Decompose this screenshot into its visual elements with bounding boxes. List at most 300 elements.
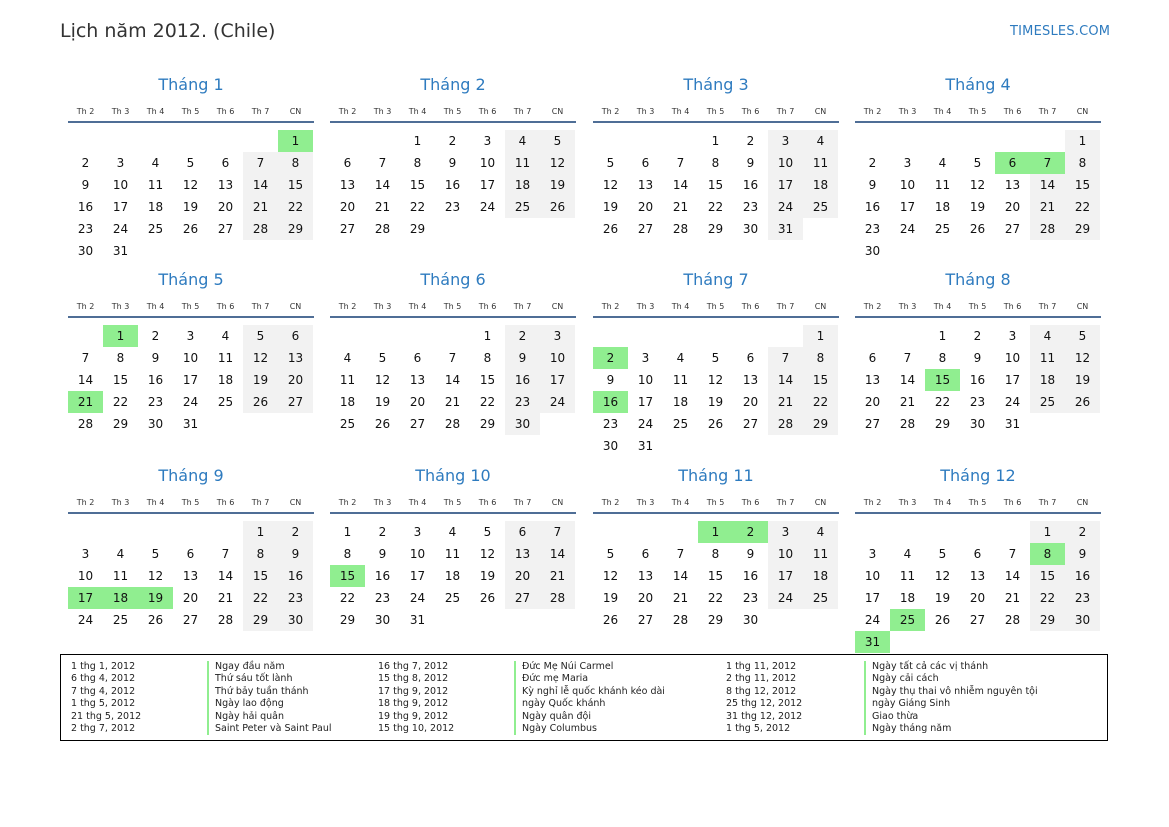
day-cell: 12: [243, 347, 278, 369]
holiday-legend: [60, 654, 1108, 741]
day-cell: 7: [903, 351, 912, 365]
day-cell: 5: [540, 130, 575, 152]
day-cell: 3: [641, 351, 650, 365]
day-cell: 10: [1004, 351, 1021, 365]
day-cell: 29: [707, 613, 724, 627]
day-cell: 12: [374, 373, 391, 387]
month-name: Tháng 4: [945, 75, 1011, 94]
day-cell: 15: [803, 369, 838, 391]
day-cell: 18: [505, 174, 540, 196]
month-header-rule: [330, 316, 576, 318]
day-cell: 7: [81, 351, 90, 365]
holiday-date: 25 thg 12, 2012: [726, 698, 803, 710]
month-name: Tháng 2: [420, 75, 486, 94]
holiday-date: 2 thg 7, 2012: [71, 722, 136, 734]
day-cell: 27: [339, 222, 356, 236]
month-header-rule: [593, 121, 839, 123]
day-cell: 9: [868, 178, 877, 192]
month-name: Tháng 1: [158, 75, 224, 94]
day-cell: 11: [444, 547, 461, 561]
holiday-date: 2 thg 11, 2012: [726, 673, 797, 685]
day-cell: 4: [938, 156, 947, 170]
day-cell: 17: [864, 591, 881, 605]
day-cell: 22: [803, 391, 838, 413]
weekday-label: Th 5: [968, 302, 987, 311]
month-5: [68, 270, 314, 460]
holiday-row: [71, 723, 391, 735]
holiday-day-cell: 15: [330, 565, 365, 587]
day-cell: 26: [934, 613, 951, 627]
day-cell: 7: [540, 521, 575, 543]
day-cell: 17: [768, 174, 803, 196]
day-cell: 5: [938, 547, 947, 561]
month-header-rule: [68, 121, 314, 123]
day-cell: 17: [409, 569, 426, 583]
day-cell: 23: [602, 417, 619, 431]
day-cell: 7: [768, 347, 803, 369]
day-cell: 27: [1004, 222, 1021, 236]
day-cell: 22: [1065, 196, 1100, 218]
day-cell: 28: [243, 218, 278, 240]
day-cell: 20: [217, 200, 234, 214]
day-cell: 14: [1030, 174, 1065, 196]
day-cell: 18: [803, 174, 838, 196]
day-cell: 10: [77, 569, 94, 583]
day-cell: 25: [803, 196, 838, 218]
day-cell: 27: [864, 417, 881, 431]
day-cell: 25: [444, 591, 461, 605]
day-cell: 26: [602, 613, 619, 627]
day-cell: 13: [278, 347, 313, 369]
day-cell: 27: [637, 613, 654, 627]
holiday-name: Ngày thụ thai vô nhiễm nguyên tội: [864, 686, 1038, 698]
day-cell: 15: [1065, 174, 1100, 196]
day-cell: 22: [112, 395, 129, 409]
weekday-label: Th 6: [1003, 498, 1022, 507]
day-cell: 18: [899, 591, 916, 605]
weekday-label: Th 3: [898, 302, 917, 311]
weekday-label: Th 3: [373, 498, 392, 507]
month-3: [593, 75, 839, 265]
day-cell: 2: [973, 329, 982, 343]
holiday-date: 18 thg 9, 2012: [378, 698, 449, 710]
weekday-label: Th 7: [513, 107, 532, 116]
holiday-name: Ngày tháng năm: [864, 723, 951, 735]
holiday-row: [378, 661, 698, 673]
holiday-name: Ngày quân đội: [514, 711, 591, 723]
day-cell: 18: [672, 395, 689, 409]
weekday-label: Th 4: [671, 498, 690, 507]
weekday-label: Th 6: [216, 302, 235, 311]
day-cell: 9: [973, 351, 982, 365]
day-cell: 5: [1065, 325, 1100, 347]
day-cell: 1: [413, 134, 422, 148]
weekday-label: Th 4: [146, 107, 165, 116]
weekday-label: CN: [289, 498, 302, 507]
holiday-date: 19 thg 9, 2012: [378, 710, 449, 722]
day-cell: 4: [448, 525, 457, 539]
day-cell: 21: [899, 395, 916, 409]
day-cell: 13: [217, 178, 234, 192]
day-cell: 25: [339, 417, 356, 431]
weekday-label: Th 4: [408, 107, 427, 116]
day-cell: 31: [409, 613, 426, 627]
weekday-label: CN: [1076, 498, 1089, 507]
day-cell: 9: [448, 156, 457, 170]
day-cell: 6: [641, 156, 650, 170]
day-cell: 3: [186, 329, 195, 343]
weekday-label: Th 5: [443, 107, 462, 116]
weekday-label: Th 2: [338, 107, 357, 116]
holiday-row: [726, 723, 1046, 735]
day-cell: 8: [278, 152, 313, 174]
holiday-row: [378, 711, 698, 723]
day-cell: 17: [479, 178, 496, 192]
day-cell: 3: [903, 156, 912, 170]
day-cell: 16: [505, 369, 540, 391]
day-cell: 25: [147, 222, 164, 236]
weekday-label: Th 3: [111, 107, 130, 116]
day-cell: 14: [374, 178, 391, 192]
day-cell: 25: [934, 222, 951, 236]
weekday-label: Th 7: [513, 498, 532, 507]
day-cell: 5: [186, 156, 195, 170]
day-cell: 20: [742, 395, 759, 409]
day-cell: 24: [637, 417, 654, 431]
holiday-row: [726, 661, 1046, 673]
day-cell: 29: [1030, 609, 1065, 631]
holiday-day-cell: 2: [593, 347, 628, 369]
day-cell: 14: [243, 174, 278, 196]
day-cell: 4: [803, 521, 838, 543]
weekday-label: Th 7: [776, 107, 795, 116]
holiday-day-cell: 1: [103, 325, 138, 347]
weekday-label: CN: [814, 107, 827, 116]
holiday-day-cell: 25: [890, 609, 925, 631]
day-cell: 26: [479, 591, 496, 605]
day-cell: 16: [444, 178, 461, 192]
month-name: Tháng 8: [945, 270, 1011, 289]
weekday-label: Th 4: [933, 498, 952, 507]
weekday-label: Th 4: [146, 498, 165, 507]
day-cell: 20: [1004, 200, 1021, 214]
month-name: Tháng 7: [683, 270, 749, 289]
day-cell: 27: [969, 613, 986, 627]
day-cell: 27: [742, 417, 759, 431]
day-cell: 23: [374, 591, 391, 605]
holiday-day-cell: 8: [1030, 543, 1065, 565]
day-cell: 24: [77, 613, 94, 627]
month-header-rule: [855, 316, 1101, 318]
day-cell: 15: [479, 373, 496, 387]
day-cell: 28: [444, 417, 461, 431]
day-cell: 30: [742, 222, 759, 236]
weekday-label: Th 3: [111, 302, 130, 311]
day-cell: 19: [602, 591, 619, 605]
day-cell: 22: [278, 196, 313, 218]
weekday-label: CN: [289, 302, 302, 311]
weekday-label: Th 7: [776, 302, 795, 311]
day-cell: 1: [1065, 130, 1100, 152]
holiday-date: 15 thg 10, 2012: [378, 722, 455, 734]
day-cell: 3: [81, 547, 90, 561]
holiday-row: [71, 698, 391, 710]
month-2: [330, 75, 576, 265]
day-cell: 6: [278, 325, 313, 347]
day-cell: 20: [182, 591, 199, 605]
day-cell: 26: [182, 222, 199, 236]
day-cell: 28: [77, 417, 94, 431]
holiday-day-cell: 7: [1030, 152, 1065, 174]
day-cell: 30: [602, 439, 619, 453]
day-cell: 9: [1065, 543, 1100, 565]
month-9: [68, 466, 314, 656]
day-cell: 10: [479, 156, 496, 170]
day-cell: 8: [1065, 152, 1100, 174]
day-cell: 4: [151, 156, 160, 170]
weekday-label: Th 6: [478, 107, 497, 116]
day-cell: 5: [483, 525, 492, 539]
day-cell: 11: [1030, 347, 1065, 369]
holiday-name: Ngày lao động: [207, 698, 284, 710]
day-cell: 13: [637, 569, 654, 583]
weekday-label: Th 2: [338, 498, 357, 507]
weekday-label: Th 5: [181, 107, 200, 116]
holiday-name: Đức Mẹ Núi Carmel: [514, 661, 613, 673]
holiday-date: 1 thg 1, 2012: [71, 661, 136, 672]
day-cell: 16: [742, 569, 759, 583]
day-cell: 11: [803, 152, 838, 174]
day-cell: 23: [864, 222, 881, 236]
day-cell: 16: [278, 565, 313, 587]
day-cell: 17: [899, 200, 916, 214]
weekday-label: Th 7: [1038, 107, 1057, 116]
day-cell: 14: [672, 569, 689, 583]
day-cell: 15: [1030, 565, 1065, 587]
day-cell: 14: [672, 178, 689, 192]
day-cell: 30: [278, 609, 313, 631]
day-cell: 15: [707, 569, 724, 583]
day-cell: 14: [540, 543, 575, 565]
day-cell: 5: [973, 156, 982, 170]
day-cell: 24: [182, 395, 199, 409]
day-cell: 23: [1065, 587, 1100, 609]
day-cell: 13: [182, 569, 199, 583]
day-cell: 16: [864, 200, 881, 214]
day-cell: 22: [243, 587, 278, 609]
weekday-label: Th 2: [76, 498, 95, 507]
holiday-name: Ngày tất cả các vị thánh: [864, 661, 988, 673]
day-cell: 7: [1008, 547, 1017, 561]
day-cell: 13: [969, 569, 986, 583]
day-cell: 4: [676, 351, 685, 365]
holiday-date: 16 thg 7, 2012: [378, 661, 449, 672]
day-cell: 5: [378, 351, 387, 365]
day-cell: 19: [243, 369, 278, 391]
month-header-rule: [593, 316, 839, 318]
day-cell: 1: [1030, 521, 1065, 543]
day-cell: 6: [973, 547, 982, 561]
holiday-date: 1 thg 11, 2012: [726, 661, 797, 672]
page-title: Lịch năm 2012. (Chile): [60, 20, 276, 42]
holiday-date: 31 thg 12, 2012: [726, 710, 803, 722]
day-cell: 5: [151, 547, 160, 561]
month-name: Tháng 3: [683, 75, 749, 94]
holiday-row: [378, 686, 698, 698]
weekday-label: Th 2: [76, 107, 95, 116]
day-cell: 12: [1065, 347, 1100, 369]
holiday-day-cell: 1: [278, 130, 313, 152]
weekday-label: CN: [1076, 107, 1089, 116]
holiday-date: 7 thg 4, 2012: [71, 685, 136, 697]
month-11: [593, 466, 839, 656]
day-cell: 18: [803, 565, 838, 587]
weekday-label: Th 6: [741, 107, 760, 116]
weekday-label: CN: [551, 498, 564, 507]
day-cell: 27: [637, 222, 654, 236]
weekday-label: Th 2: [601, 498, 620, 507]
day-cell: 19: [602, 200, 619, 214]
weekday-label: Th 3: [373, 302, 392, 311]
weekday-label: Th 2: [863, 107, 882, 116]
day-cell: 11: [934, 178, 951, 192]
weekday-label: Th 6: [741, 498, 760, 507]
holiday-date: 6 thg 4, 2012: [71, 673, 136, 685]
weekday-label: Th 5: [181, 498, 200, 507]
month-name: Tháng 9: [158, 466, 224, 485]
day-cell: 16: [742, 178, 759, 192]
holiday-row: [726, 698, 1046, 710]
day-cell: 13: [505, 543, 540, 565]
weekday-label: Th 3: [111, 498, 130, 507]
day-cell: 6: [868, 351, 877, 365]
day-cell: 19: [707, 395, 724, 409]
day-cell: 19: [1065, 369, 1100, 391]
weekday-label: Th 7: [251, 498, 270, 507]
day-cell: 21: [444, 395, 461, 409]
day-cell: 16: [374, 569, 391, 583]
day-cell: 28: [540, 587, 575, 609]
month-1: [68, 75, 314, 265]
day-cell: 1: [711, 134, 720, 148]
day-cell: 25: [217, 395, 234, 409]
holiday-date: 15 thg 8, 2012: [378, 673, 449, 685]
day-cell: 27: [217, 222, 234, 236]
day-cell: 7: [448, 351, 457, 365]
day-cell: 1: [938, 329, 947, 343]
month-header-rule: [855, 512, 1101, 514]
day-cell: 22: [707, 200, 724, 214]
holiday-name: Thứ sáu tốt lành: [207, 673, 292, 685]
holiday-name: ngày Quốc khánh: [514, 698, 605, 710]
day-cell: 18: [1030, 369, 1065, 391]
day-cell: 2: [448, 134, 457, 148]
day-cell: 29: [707, 222, 724, 236]
day-cell: 4: [505, 130, 540, 152]
day-cell: 8: [243, 543, 278, 565]
weekday-label: Th 5: [706, 498, 725, 507]
holiday-name: Ngay đầu năm: [207, 661, 285, 673]
day-cell: 27: [409, 417, 426, 431]
day-cell: 6: [413, 351, 422, 365]
day-cell: 24: [768, 196, 803, 218]
day-cell: 12: [147, 569, 164, 583]
day-cell: 5: [606, 156, 615, 170]
day-cell: 29: [112, 417, 129, 431]
month-8: [855, 270, 1101, 460]
day-cell: 23: [147, 395, 164, 409]
day-cell: 3: [1008, 329, 1017, 343]
day-cell: 30: [77, 244, 94, 258]
weekday-label: CN: [814, 498, 827, 507]
day-cell: 22: [934, 395, 951, 409]
day-cell: 8: [413, 156, 422, 170]
day-cell: 24: [1004, 395, 1021, 409]
day-cell: 23: [742, 200, 759, 214]
day-cell: 23: [742, 591, 759, 605]
holiday-day-cell: 19: [138, 587, 173, 609]
day-cell: 13: [637, 178, 654, 192]
day-cell: 4: [343, 351, 352, 365]
month-name: Tháng 6: [420, 270, 486, 289]
weekday-label: Th 6: [478, 498, 497, 507]
weekday-label: Th 4: [933, 302, 952, 311]
day-cell: 7: [676, 156, 685, 170]
day-cell: 13: [742, 373, 759, 387]
holiday-column-3: [726, 661, 1046, 735]
weekday-label: Th 5: [181, 302, 200, 311]
weekday-label: Th 5: [968, 498, 987, 507]
weekday-label: Th 2: [338, 302, 357, 311]
day-cell: 11: [672, 373, 689, 387]
holiday-column-2: [378, 661, 698, 735]
day-cell: 20: [278, 369, 313, 391]
day-cell: 13: [1004, 178, 1021, 192]
day-cell: 28: [672, 222, 689, 236]
weekday-label: CN: [289, 107, 302, 116]
holiday-day-cell: 21: [68, 391, 103, 413]
weekday-label: Th 6: [1003, 302, 1022, 311]
holiday-row: [71, 686, 391, 698]
day-cell: 27: [182, 613, 199, 627]
day-cell: 8: [803, 347, 838, 369]
day-cell: 14: [1004, 569, 1021, 583]
holiday-column-1: [71, 661, 391, 735]
day-cell: 19: [374, 395, 391, 409]
day-cell: 23: [77, 222, 94, 236]
holiday-day-cell: 16: [593, 391, 628, 413]
day-cell: 30: [505, 413, 540, 435]
holiday-name: Ngày cải cách: [864, 673, 939, 685]
holiday-row: [378, 673, 698, 685]
day-cell: 16: [147, 373, 164, 387]
site-link[interactable]: TIMESLES.COM: [1010, 24, 1111, 39]
month-header-rule: [855, 121, 1101, 123]
day-cell: 19: [540, 174, 575, 196]
day-cell: 10: [768, 543, 803, 565]
day-cell: 2: [868, 156, 877, 170]
day-cell: 10: [768, 152, 803, 174]
month-header-rule: [68, 316, 314, 318]
holiday-day-cell: 6: [995, 152, 1030, 174]
month-name: Tháng 5: [158, 270, 224, 289]
day-cell: 29: [278, 218, 313, 240]
day-cell: 6: [221, 156, 230, 170]
day-cell: 3: [868, 547, 877, 561]
day-cell: 31: [112, 244, 129, 258]
day-cell: 19: [182, 200, 199, 214]
day-cell: 24: [540, 391, 575, 413]
